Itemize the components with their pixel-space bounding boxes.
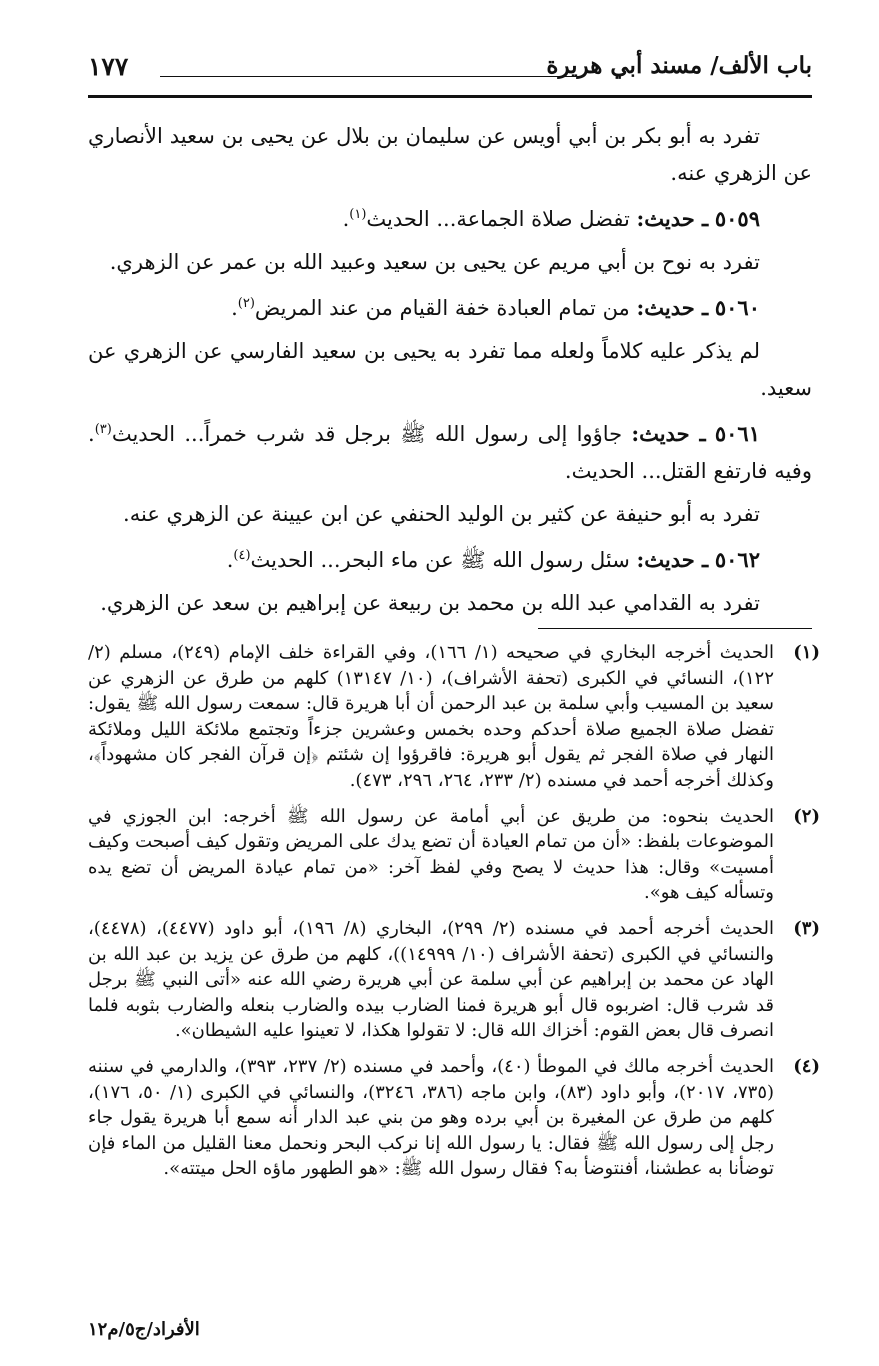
hadith-end: . — [226, 548, 234, 572]
footnote-number: (٣) — [793, 917, 820, 939]
hadith-text: تفضل صلاة الجماعة... الحديث — [366, 207, 630, 231]
footnote-3 — [88, 916, 820, 1044]
hadith-text: جاؤوا إلى رسول الله ﷺ برجل قد شرب خمراً... الحديث — [111, 422, 623, 446]
footnote-text: الحديث أخرجه أحمد في مسنده (٢/ ٢٩٩)، البخاري (٨/ ١٩٦)، أبو داود (٤٤٧٧)، (٤٤٧٨)، والنسائي في الكبرى (تحفة الأشراف (١٠/ ١٤٩٩٩))، كلهم من طرق عن يزيد بن عبد الله بن الهاد عن محمد بن إبراهيم عن أبي سلمة عن أبي هريرة رضي الله عنه «أتى النبي ﷺ برجل قد شرب قال: اضربوه قال أبو هريرة فمنا الضارب بيده والضارب بنعله والضارب بثوبه فلما انصرف قال بعض القوم: أخزاك الله قال: لا تقولوا هكذا، لا تعينوا عليه الشيطان». — [88, 917, 774, 1042]
footnote-4 — [88, 1054, 820, 1182]
hadith-5061 — [88, 415, 812, 490]
paragraph-tafarrud-1: تفرد به أبو بكر بن أبي أويس عن سليمان بن بلال عن يحيى بن سعيد الأنصاري عن الزهري عنه. — [88, 124, 812, 185]
hadith-end: . — [231, 296, 238, 320]
hadith-text: سئل رسول الله ﷺ عن ماء البحر... الحديث — [250, 548, 630, 572]
hadith-label: ـ حديث: — [636, 547, 709, 572]
hadith-5062 — [88, 541, 812, 579]
hadith-text: من تمام العبادة خفة القيام من عند المريض — [254, 296, 630, 320]
footnotes — [88, 640, 820, 1192]
paragraph-tafarrud-3: تفرد به أبو حنيفة عن كثير بن الوليد الحنفي عن ابن عيينة عن الزهري عنه. — [123, 502, 760, 526]
hadith-label: ـ حديث: — [631, 421, 706, 446]
footnote-separator — [538, 628, 812, 629]
hadith-end: . وفيه فارتفع القتل... الحديث. — [88, 422, 812, 483]
header-leader-line — [160, 76, 580, 77]
header-rule — [88, 95, 812, 98]
footnote-2 — [88, 804, 820, 906]
printer-signature: الأفراد/ج٥/م١٢ — [88, 1319, 200, 1340]
running-header — [88, 52, 812, 98]
footnote-number: (٢) — [793, 805, 820, 827]
paragraph-tafarrud-2: تفرد به نوح بن أبي مريم عن يحيى بن سعيد وعبيد الله بن عمر عن الزهري. — [109, 250, 760, 274]
footnote-ref: (١) — [349, 207, 367, 222]
hadith-label: ـ حديث: — [636, 295, 709, 320]
footnote-ref: (٤) — [233, 548, 251, 563]
hadith-5059 — [88, 200, 812, 238]
footnote-number: (١) — [793, 642, 820, 663]
footnote-1 — [88, 640, 820, 794]
chapter-title: باب الألف/ مسند أبي هريرة — [546, 52, 812, 79]
hadith-number: ٥٠٥٩ — [714, 206, 760, 231]
footnote-ref: (٢) — [237, 296, 255, 311]
hadith-number: ٥٠٦١ — [714, 421, 760, 446]
page-number: ١٧٧ — [88, 52, 129, 81]
hadith-5060 — [88, 289, 812, 327]
hadith-number: ٥٠٦٢ — [714, 547, 760, 572]
footnote-number: (٤) — [793, 1055, 820, 1077]
footnote-ref: (٣) — [94, 422, 112, 437]
main-text — [88, 118, 812, 630]
hadith-number: ٥٠٦٠ — [714, 295, 760, 320]
hadith-end: . — [342, 207, 350, 231]
paragraph-tafarrud-4: تفرد به القدامي عبد الله بن محمد بن ربيعة عن إبراهيم بن سعد عن الزهري. — [100, 591, 760, 615]
paragraph-comment: لم يذكر عليه كلاماً ولعله مما تفرد به يحيى بن سعيد الفارسي عن الزهري عن سعيد. — [88, 339, 812, 400]
hadith-label: ـ حديث: — [636, 206, 709, 231]
footnote-text: الحديث أخرجه مالك في الموطأ (٤٠)، وأحمد في مسنده (٢/ ٢٣٧، ٣٩٣)، والدارمي في سننه (٧٣٥، ٢٠١٧)، وأبو داود (٨٣)، وابن ماجه (٣٨٦، ٣٢٤٦)، والنسائي في الكبرى (١/ ٥٠، ١٧٦)، كلهم من طرق عن المغيرة بن أبي برده وهو من بني عبد الدار أنه سمع أبا هريرة يقول جاء رجل إلى رسول الله ﷺ فقال: يا رسول الله إنا نركب البحر ونحمل معنا القليل من الماء فإن توضأنا به عطشنا، أفنتوضأ به؟ فقال رسول الله ﷺ: «هو الطهور ماؤه الحل ميتته». — [88, 1055, 775, 1180]
footnote-text: الحديث بنحوه: من طريق عن أبي أمامة عن رسول الله ﷺ أخرجه: ابن الجوزي في الموضوعات بلفظ: «أن من تمام العيادة أن تضع يدك على المريض وتقول كيف أصبحت وكيف أمسيت» وقال: هذا حديث لا يصح وفي لفظ آخر: «من تمام عيادة المريض أن تضع يده وتسأله كيف هو». — [88, 805, 774, 904]
footnote-text: الحديث أخرجه البخاري في صحيحه (١/ ١٦٦)، وفي القراءة خلف الإمام (٢٤٩)، مسلم (٢/ ١٢٢)، النسائي في الكبرى (تحفة الأشراف)، (١٠/ ١٣١٤٧) كلهم من طرق عن الزهري عن سعيد بن المسيب وأبي سلمة بن عبد الرحمن أن أبا هريرة قال: سمعت رسول الله ﷺ يقول: تفضل صلاة الجميع صلاة أحدكم وحده بخمس وعشرين جزءاً وتجتمع ملائكة الليل وملائكة النهار في صلاة الفجر ثم يقول أبو هريرة: فاقرؤوا إن شئتم ﴿إن قرآن الفجر كان مشهوداً﴾، وكذلك أخرجه أحمد في مسنده (٢/ ٢٣٣، ٢٦٤، ٢٩٦، ٤٧٣). — [88, 642, 774, 791]
